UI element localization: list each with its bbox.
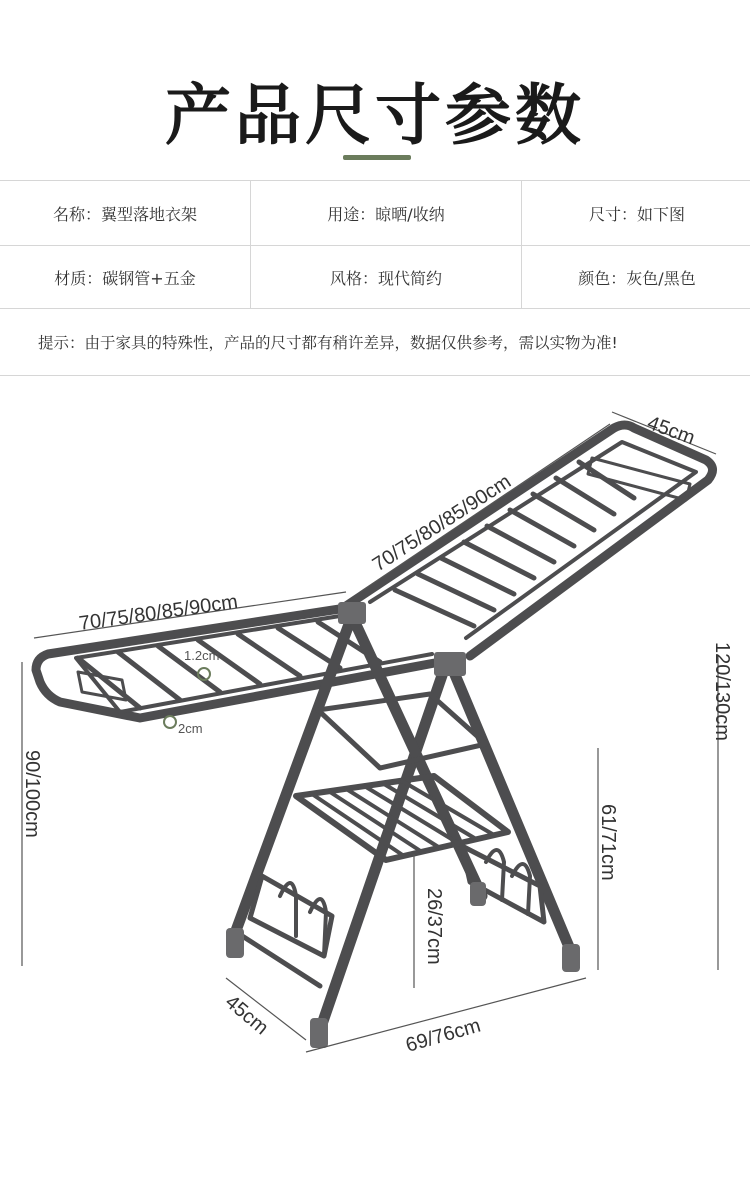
dim-rod-spacing: 1.2cm xyxy=(184,648,220,663)
title-underline xyxy=(343,155,411,160)
rack-frame xyxy=(36,425,713,1030)
spec-style: 风格：现代简约 xyxy=(251,246,522,308)
spec-usage: 用途：晾晒/收纳 xyxy=(251,181,522,245)
spec-row xyxy=(0,181,750,246)
rod-gap-marker xyxy=(164,716,176,728)
spec-name: 名称：翼型落地衣架 xyxy=(0,181,251,245)
dim-lower-shelf-height: 26/37cm xyxy=(423,888,445,965)
dim-wing-height: 90/100cm xyxy=(21,750,43,838)
dim-rod-gap: 2cm xyxy=(178,721,203,736)
spec-size: 尺寸：如下图 xyxy=(588,204,685,224)
spec-table xyxy=(0,180,750,376)
dim-base-depth: 45cm xyxy=(220,990,273,1040)
page-title: 产品尺寸参数 xyxy=(165,77,585,154)
rack-diagram xyxy=(0,376,750,1178)
spec-row xyxy=(0,246,750,309)
note-text: 提示：由于家具的特殊性，产品的尺寸都有稍许差异，数据仅供参考，需以实物为准! xyxy=(0,309,750,376)
dim-middle-shelf-height: 61/71cm xyxy=(597,804,619,881)
dim-total-height: 120/130cm xyxy=(711,642,733,741)
spec-material: 材质：碳钢管+五金 xyxy=(0,246,251,308)
dim-right-wing-length: 70/75/80/85/90cm xyxy=(368,470,516,577)
dim-right-wing-width: 45cm xyxy=(644,412,698,450)
dimension-lines xyxy=(22,412,718,1052)
spec-color: 颜色：灰色/黑色 xyxy=(578,268,696,288)
dim-base-width: 69/76cm xyxy=(403,1014,484,1057)
dim-left-wing-length: 70/75/80/85/90cm xyxy=(77,590,240,635)
